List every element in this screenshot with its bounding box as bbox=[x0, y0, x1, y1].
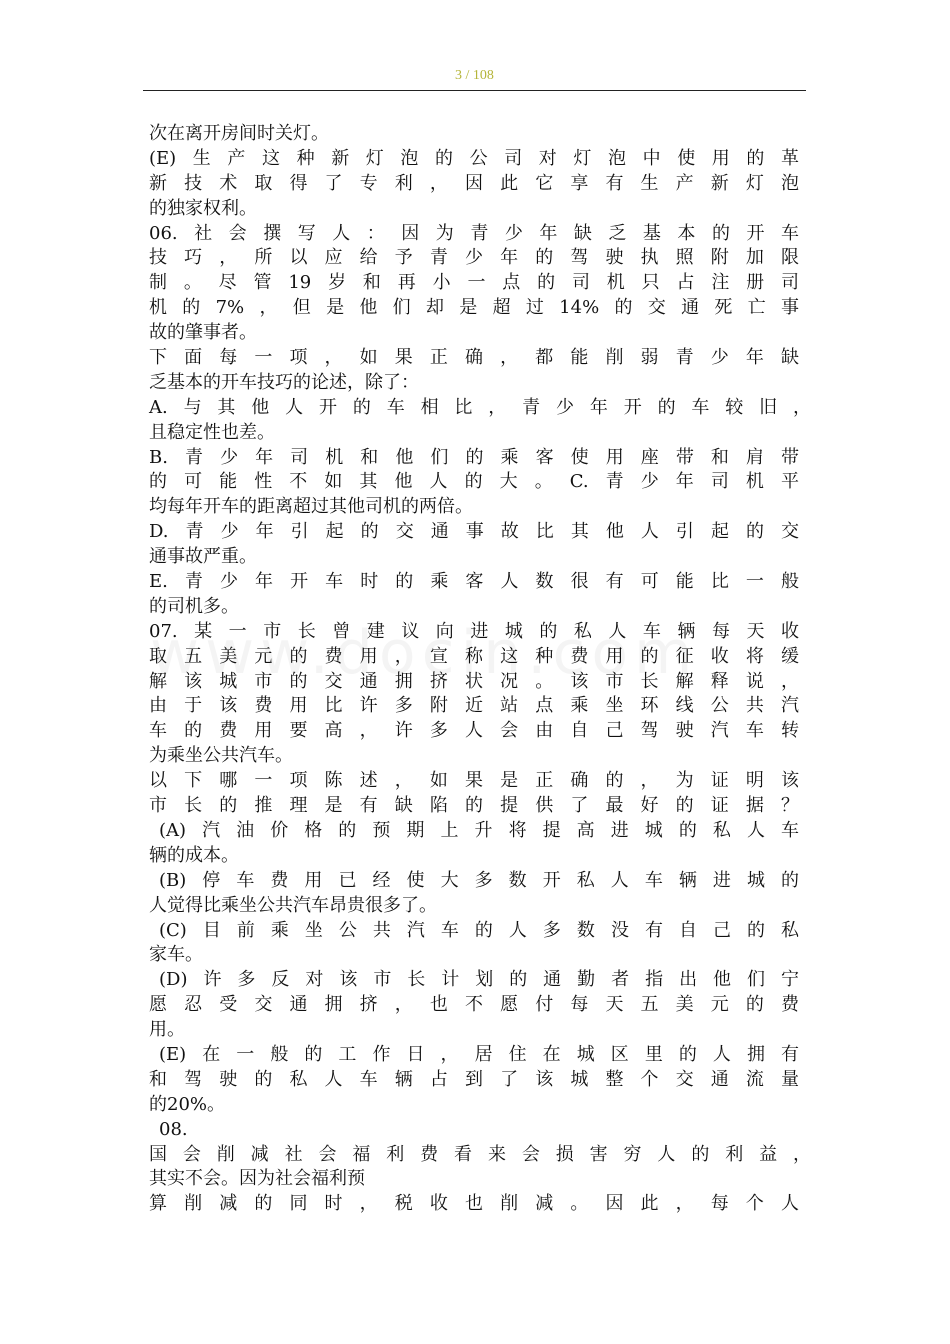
text-line: 由于该费用比许多附近站点乘坐环线公共汽 bbox=[149, 695, 799, 717]
text-line: 用。 bbox=[149, 1019, 185, 1041]
text-line: E.青少年开车时的乘客人数很有可能比一般 bbox=[149, 571, 799, 593]
text-line: 的独家权利。 bbox=[149, 197, 257, 219]
text-line: (A)汽油价格的预期上升将提高进城的私人车 bbox=[159, 819, 799, 841]
text-line: 的20%。 bbox=[149, 1093, 226, 1115]
document-body bbox=[149, 122, 811, 1217]
text-line: (E)在一般的工作日，居住在城区里的人拥有 bbox=[159, 1043, 799, 1065]
text-line: 次在离开房间时关灯。 bbox=[149, 123, 329, 144]
text-line: 技巧，所以应给予青少年的驾驶执照附加限 bbox=[149, 247, 799, 269]
text-line: 乏基本的开车技巧的论述，除了： bbox=[149, 371, 419, 393]
text-line: 通事故严重。 bbox=[149, 546, 257, 568]
text-line: 国会削减社会福利费看来会损害穷人的利益， bbox=[149, 1143, 811, 1165]
text-line: 07.某一市长曾建议向进城的私人车辆每天收 bbox=[149, 620, 799, 642]
text-line: 愿忍受交通拥挤，也不愿付每天五美元的费 bbox=[149, 994, 799, 1016]
text-line: 辆的成本。 bbox=[149, 844, 239, 866]
text-line: 下面每一项，如果正确，都能削弱青少年缺 bbox=[149, 347, 799, 369]
text-line: 其实不会。因为社会福利预 bbox=[149, 1168, 365, 1190]
text-line: (B)停车费用已经使大多数开私人车辆进城的 bbox=[159, 869, 799, 891]
text-line: 机的7%，但是他们却是超过14%的交通死亡事 bbox=[149, 297, 799, 319]
text-line: 市长的推理是有缺陷的提供了最好的证据？ bbox=[149, 795, 799, 817]
text-line: (E)生产这种新灯泡的公司对灯泡中使用的革 bbox=[149, 147, 799, 169]
text-line: 故的肇事者。 bbox=[149, 322, 257, 344]
text-line: (C)目前乘坐公共汽车的人多数没有自己的私 bbox=[159, 919, 799, 941]
text-line: 06.社会撰写人：因为青少年缺乏基本的开车 bbox=[149, 222, 799, 244]
text-line: B.青少年司机和他们的乘客使用座带和肩带 bbox=[149, 446, 799, 468]
page-header bbox=[143, 0, 806, 91]
text-line: 车的费用要高，许多人会由自己驾驶汽车转 bbox=[149, 720, 799, 742]
text-line: 均每年开车的距离超过其他司机的两倍。 bbox=[149, 496, 473, 518]
text-line: 08. bbox=[159, 1118, 188, 1140]
text-line: A.与其他人开的车相比，青少年开的车较旧， bbox=[149, 396, 811, 418]
text-line: 新技术取得了专利，因此它享有生产新灯泡 bbox=[149, 172, 799, 194]
text-line: 家车。 bbox=[149, 944, 203, 966]
text-line: 解该城市的交通拥挤状况。该市长解释说， bbox=[149, 670, 799, 692]
text-line: 算削减的同时，税收也削减。因此，每个人 bbox=[149, 1193, 799, 1215]
text-line: D.青少年引起的交通事故比其他人引起的交 bbox=[149, 521, 799, 543]
text-line: 以下哪一项陈述，如果是正确的，为证明该 bbox=[149, 770, 799, 792]
text-line: 为乘坐公共汽车。 bbox=[149, 745, 293, 767]
text-line: 的可能性不如其他人的大。C.青少年司机平 bbox=[149, 471, 799, 493]
text-line: (D)许多反对该市长计划的通勤者指出他们宁 bbox=[159, 969, 799, 991]
text-line: 人觉得比乘坐公共汽车昂贵很多了。 bbox=[149, 894, 437, 916]
text-line: 制。尽管19岁和再小一点的司机只占注册司 bbox=[149, 272, 799, 294]
text-line: 和驾驶的私人车辆占到了该城整个交通流量 bbox=[149, 1068, 799, 1090]
text-line: 取五美元的费用，宣称这种费用的征收将缓 bbox=[149, 645, 799, 667]
text-line: 的司机多。 bbox=[149, 595, 239, 617]
page-number: 3 / 108 bbox=[455, 68, 494, 83]
text-line: 且稳定性也差。 bbox=[149, 421, 275, 443]
